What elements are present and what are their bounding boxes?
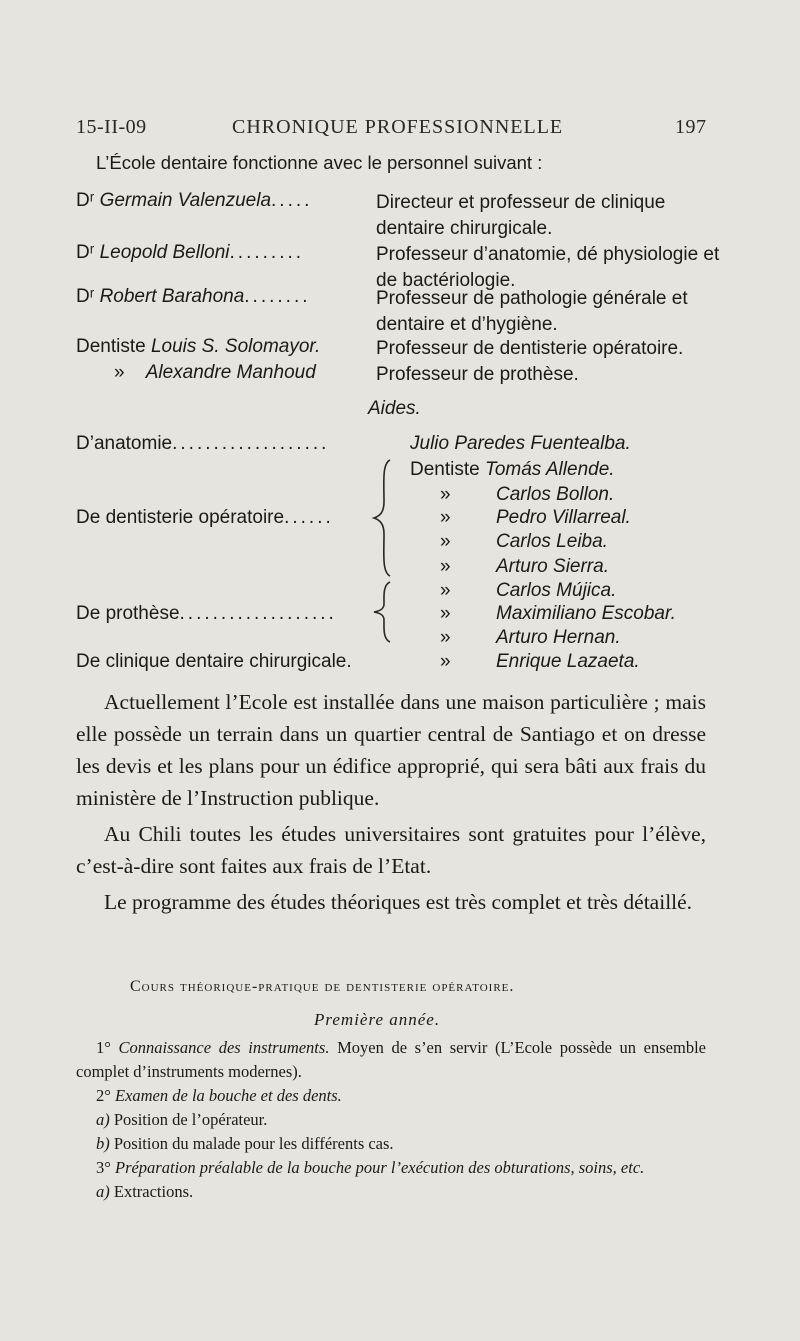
aides-department: D’anatomie................... <box>76 433 330 454</box>
body-text <box>76 686 706 918</box>
aide-name: Pedro Villarreal. <box>496 507 631 528</box>
course-items <box>76 1036 706 1204</box>
course-item: a) Extractions. <box>96 1182 194 1201</box>
aides-title: Aides. <box>368 398 421 419</box>
staff-entry-name: Dentiste Louis S. Solomayor. <box>76 336 321 357</box>
intro-line: L’École dentaire fonctionne avec le personnel suivant : <box>96 152 543 173</box>
course-item: 3° Préparation préalable de la bouche pour l’exécution des obturations, soins, etc. <box>96 1158 645 1177</box>
header-title: CHRONIQUE PROFESSIONNELLE <box>232 116 564 138</box>
ditto-mark: » <box>440 651 451 672</box>
aide-name: Carlos Leiba. <box>496 531 608 552</box>
aide-name: Enrique Lazaeta. <box>496 651 640 672</box>
ditto-mark: » <box>440 484 451 505</box>
staff-entry-name: Dʳ Germain Valenzuela..... <box>76 190 313 211</box>
aides-department: De prothèse................... <box>76 603 337 624</box>
aides-department: De clinique dentaire chirurgicale. <box>76 651 352 672</box>
ditto-mark: » <box>440 507 451 528</box>
header-date: 15-II-09 <box>76 116 147 138</box>
brace-operatoire <box>370 458 394 578</box>
staff-entry-role: Professeur de prothèse. <box>376 364 579 385</box>
aide-name: Julio Paredes Fuentealba. <box>410 433 631 454</box>
aides-department: De dentisterie opératoire...... <box>76 507 334 528</box>
staff-entry-name: Dʳ Leopold Belloni......... <box>76 242 305 263</box>
ditto-mark: » <box>440 580 451 601</box>
paragraph: Au Chili toutes les études universitaires sont gratuites pour l’élève, c’est-à-dire sont faites aux frais de l’Etat. <box>76 822 706 878</box>
ditto-mark: » <box>440 531 451 552</box>
header-page-number: 197 <box>675 116 707 138</box>
aide-name: Carlos Bollon. <box>496 484 615 505</box>
paragraph: Actuellement l’Ecole est installée dans une maison particulière ; mais elle possède un terrain dans un quartier central de Santiago et on dresse les devis et les plans pour un édifice approprié, qui sera bâti aux frais du ministère de l’Instruction publique. <box>76 690 706 810</box>
staff-entry-name: Dʳ Robert Barahona........ <box>76 286 311 307</box>
course-item: a) Position de l’opérateur. <box>96 1110 268 1129</box>
staff-entry-role: Professeur de pathologie générale et dentaire et d’hygiène. <box>376 288 688 335</box>
staff-entry-role: Professeur de dentisterie opératoire. <box>376 338 684 359</box>
aide-name: Maximiliano Escobar. <box>496 603 676 624</box>
brace-prothese <box>370 580 394 644</box>
staff-entry-role: Professeur d’anatomie, dé physiologie et de bactériologie. <box>376 244 720 291</box>
staff-entry-name: » Alexandre Manhoud <box>114 362 316 383</box>
course-year: Première année. <box>314 1010 441 1029</box>
aide-name: Carlos Mújica. <box>496 580 617 601</box>
aide-name: Arturo Sierra. <box>496 556 609 577</box>
staff-entry-role: Directeur et professeur de clinique dentaire chirurgicale. <box>376 192 666 239</box>
aide-name: Arturo Hernan. <box>496 627 621 648</box>
paragraph: Le programme des études théoriques est très complet et très détaillé. <box>104 890 693 914</box>
course-item: b) Position du malade pour les différents cas. <box>96 1134 394 1153</box>
course-item: 1° Connaissance des instruments. Moyen de s’en servir (L’Ecole possède un ensemble complet d’instruments modernes). <box>76 1038 706 1081</box>
ditto-mark: » <box>440 627 451 648</box>
ditto-mark: » <box>440 603 451 624</box>
ditto-mark: » <box>440 556 451 577</box>
course-heading: Cours théorique-pratique de dentisterie opératoire. <box>130 978 515 995</box>
aide-name: Dentiste Tomás Allende. <box>410 459 615 480</box>
course-item: 2° Examen de la bouche et des dents. <box>96 1086 342 1105</box>
